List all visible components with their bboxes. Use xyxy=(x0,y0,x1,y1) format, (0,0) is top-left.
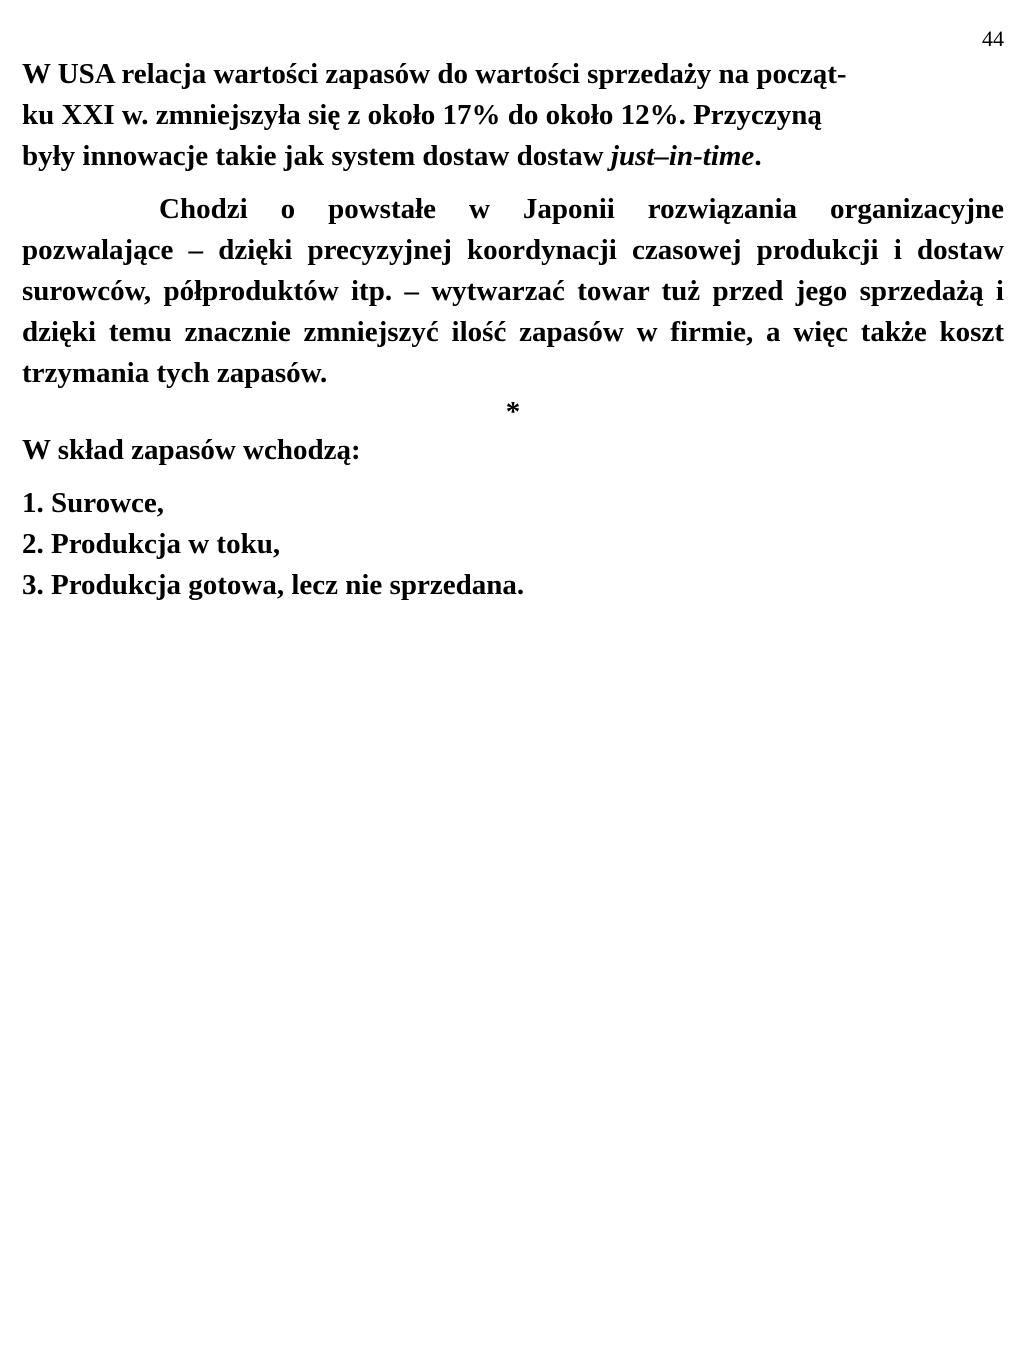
just-in-time-term: just–in-time xyxy=(610,140,755,172)
paragraph1-line2: ku XXI w. zmniejszyła się z około 17% do około 12%. Przyczyną xyxy=(22,99,822,131)
paragraph1-line3-prefix: były innowacje takie jak system dostaw dostaw xyxy=(22,140,611,172)
list-item: 3. Produkcja gotowa, lecz nie sprzedana. xyxy=(22,569,525,601)
paragraph1-line1: W USA relacja wartości zapasów do wartości sprzedaży na począt- xyxy=(22,58,847,90)
inventory-composition-heading: W skład zapasów wchodzą: xyxy=(22,434,361,466)
section-separator: * xyxy=(505,396,521,428)
list-item: 2. Produkcja w toku, xyxy=(22,528,281,560)
paragraph-usa-inventory xyxy=(22,54,1004,177)
inventory-list xyxy=(22,483,1004,606)
paragraph1-line3-suffix: . xyxy=(754,140,762,172)
page-number: 44 xyxy=(982,26,1004,51)
paragraph-japan-solutions: Chodzi o powstałe w Japonii rozwiązania organizacyjne pozwalające – dzięki precyzyjnej koordynacji czasowej produkcji i dostaw surowców, półproduktów itp. – wytwarzać towar tuż przed jego sprzedażą i dzięki temu znacznie zmniejszyć ilość zapasów w firmie, a więc także koszt trzymania tych zapasów. xyxy=(22,193,1004,389)
list-item: 1. Surowce, xyxy=(22,487,165,519)
document-body xyxy=(22,54,1004,606)
